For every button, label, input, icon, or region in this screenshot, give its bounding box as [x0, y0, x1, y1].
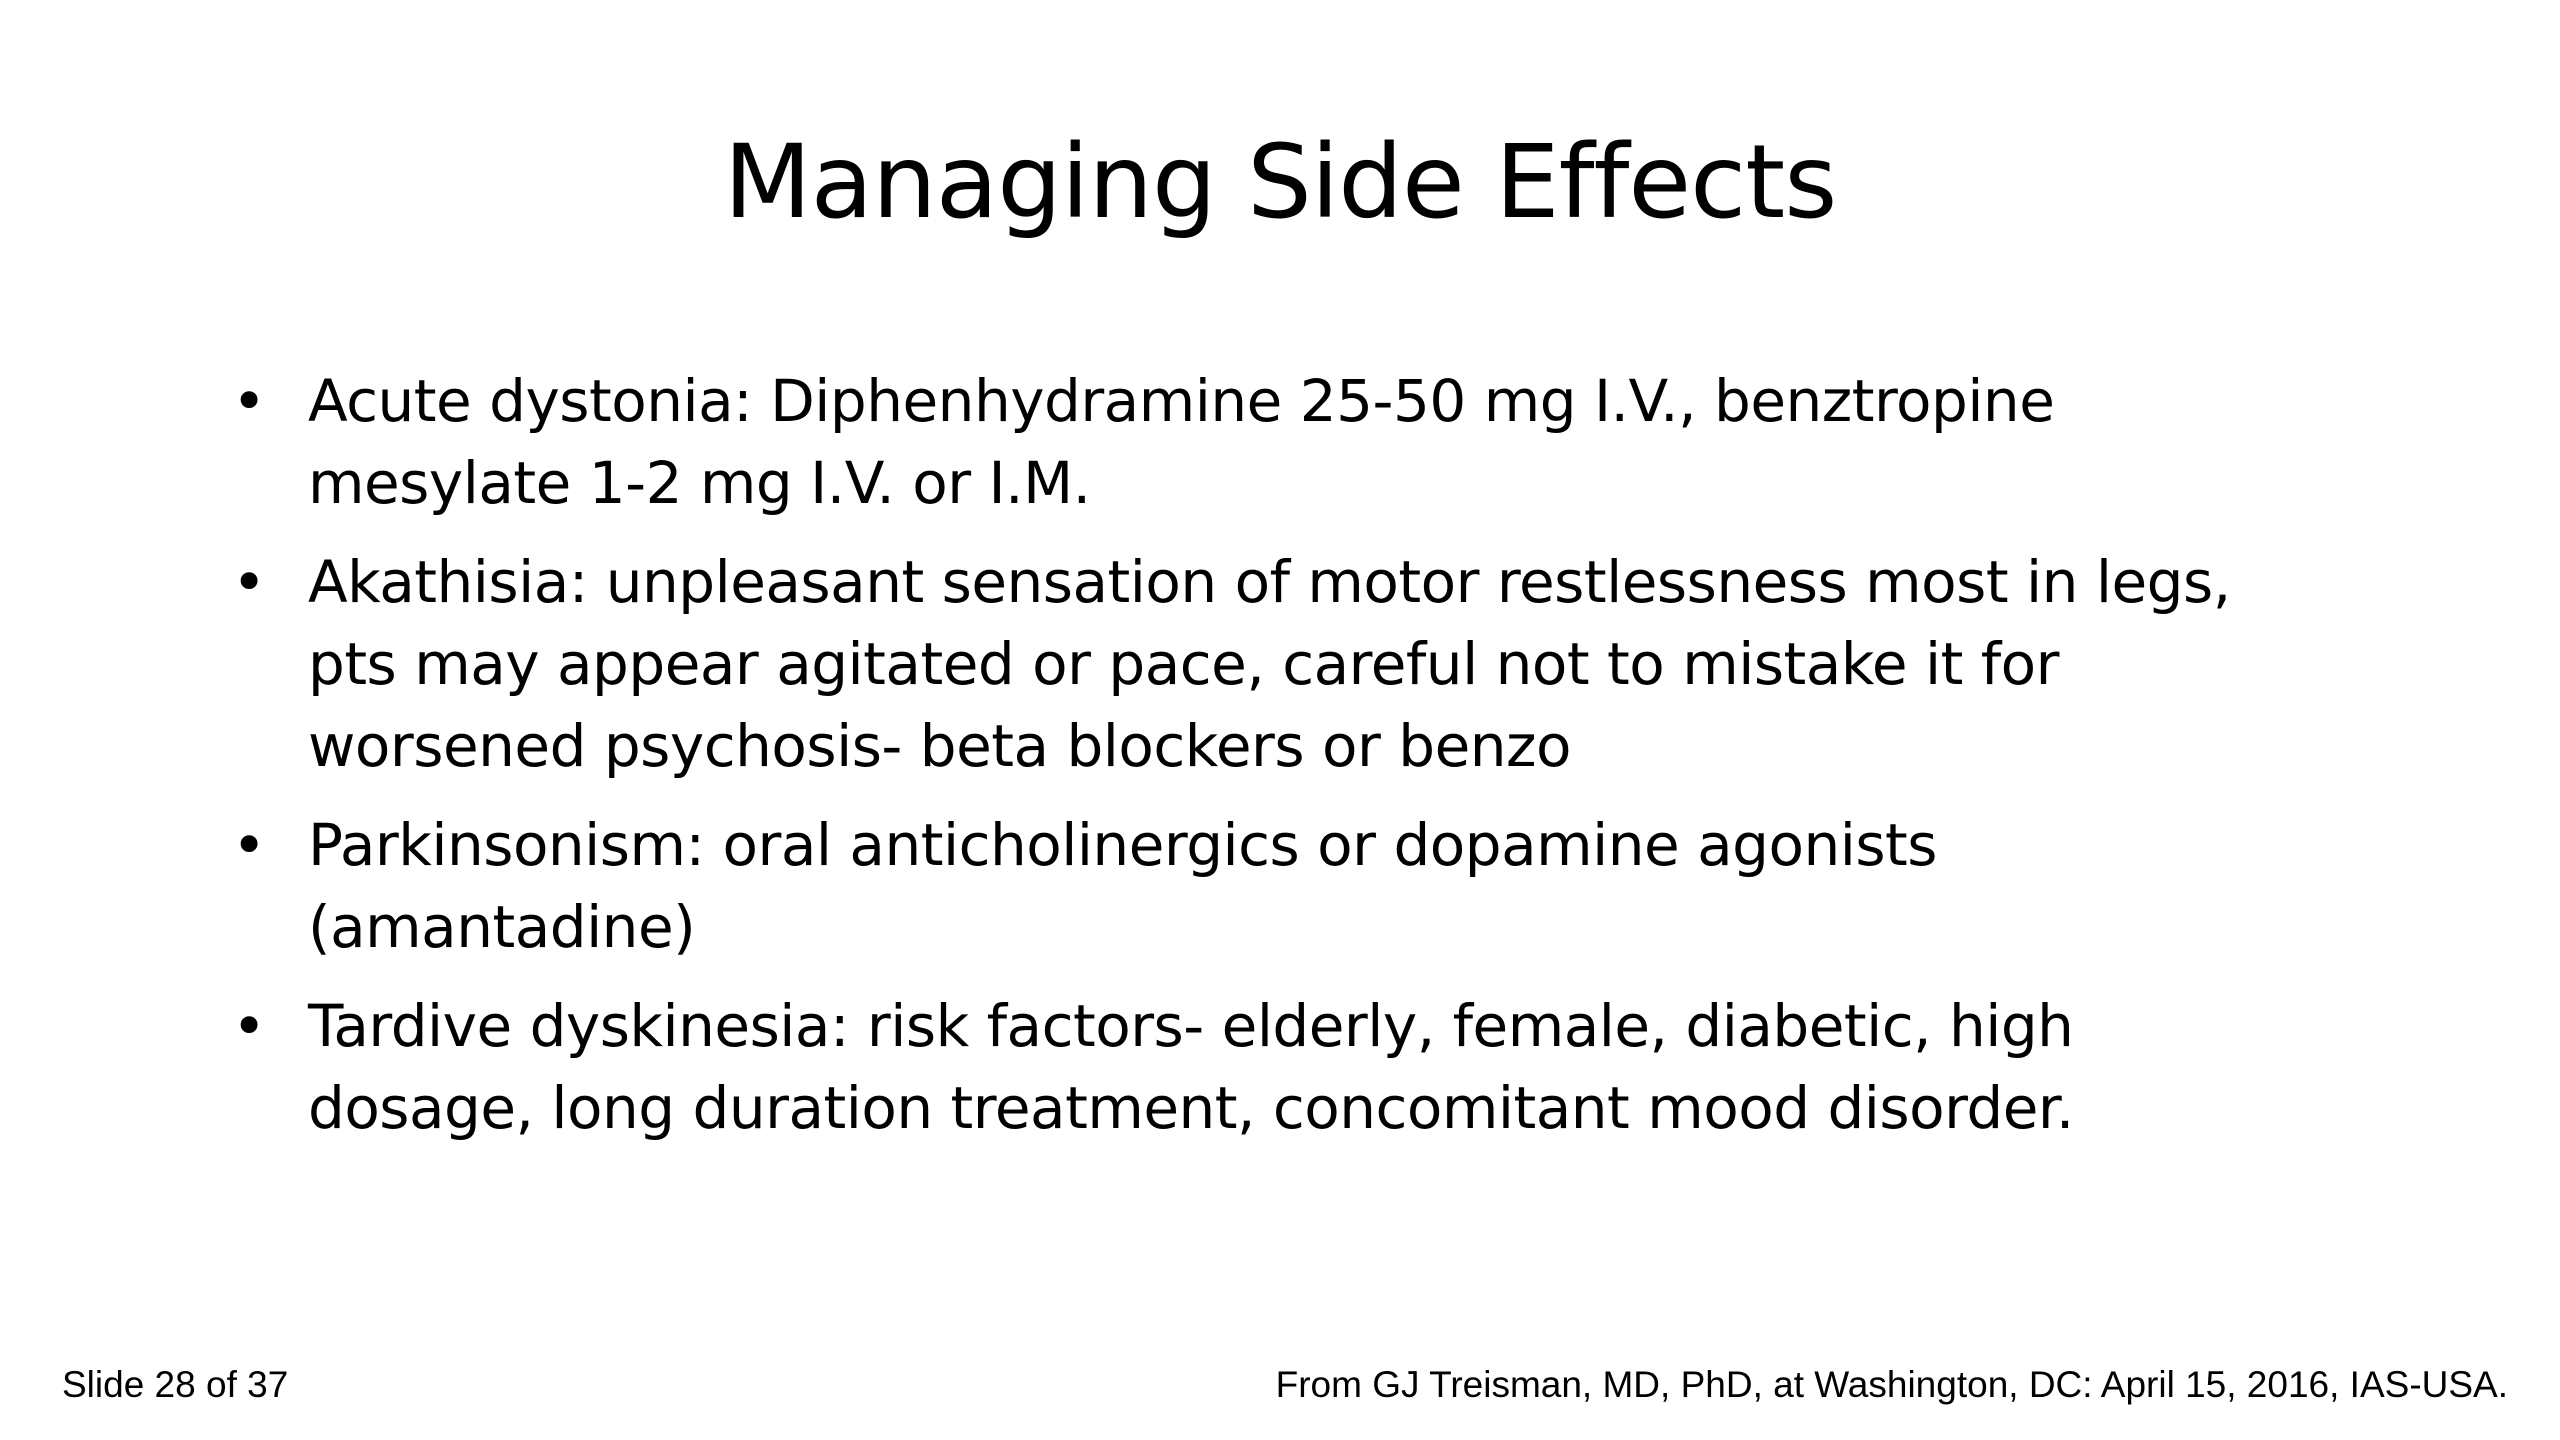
slide-counter: Slide 28 of 37: [62, 1364, 289, 1405]
bullet-point-icon: •: [232, 548, 266, 616]
bullet-point-icon: •: [232, 992, 266, 1060]
bullet-text: Tardive dyskinesia: risk factors- elderly, female, diabetic, high dosage, long duration treatment, concomitant mood disorder.: [308, 992, 2074, 1142]
bullet-list: [232, 360, 2252, 1166]
bullet-text: Acute dystonia: Diphenhydramine 25-50 mg I.V., benztropine mesylate 1-2 mg I.V. or I.M.: [308, 367, 2055, 517]
source-citation: From GJ Treisman, MD, PhD, at Washington, DC: April 15, 2016, IAS-USA.: [1275, 1364, 2508, 1405]
bullet-text: Akathisia: unpleasant sensation of motor restlessness most in legs, pts may appear agitated or pace, careful not to mistake it for worsened psychosis- beta blockers or benzo: [308, 548, 2231, 780]
bullet-text: Parkinsonism: oral anticholinergics or dopamine agonists (amantadine): [308, 811, 1937, 961]
bullet-point-icon: •: [232, 367, 266, 435]
bullet-item-akathisia: [232, 541, 2252, 787]
bullet-item-tardive-dyskinesia: [232, 985, 2252, 1149]
bullet-item-parkinsonism: [232, 804, 2252, 968]
bullet-item-acute-dystonia: [232, 360, 2252, 524]
slide-title: Managing Side Effects: [723, 123, 1837, 242]
bullet-point-icon: •: [232, 811, 266, 879]
